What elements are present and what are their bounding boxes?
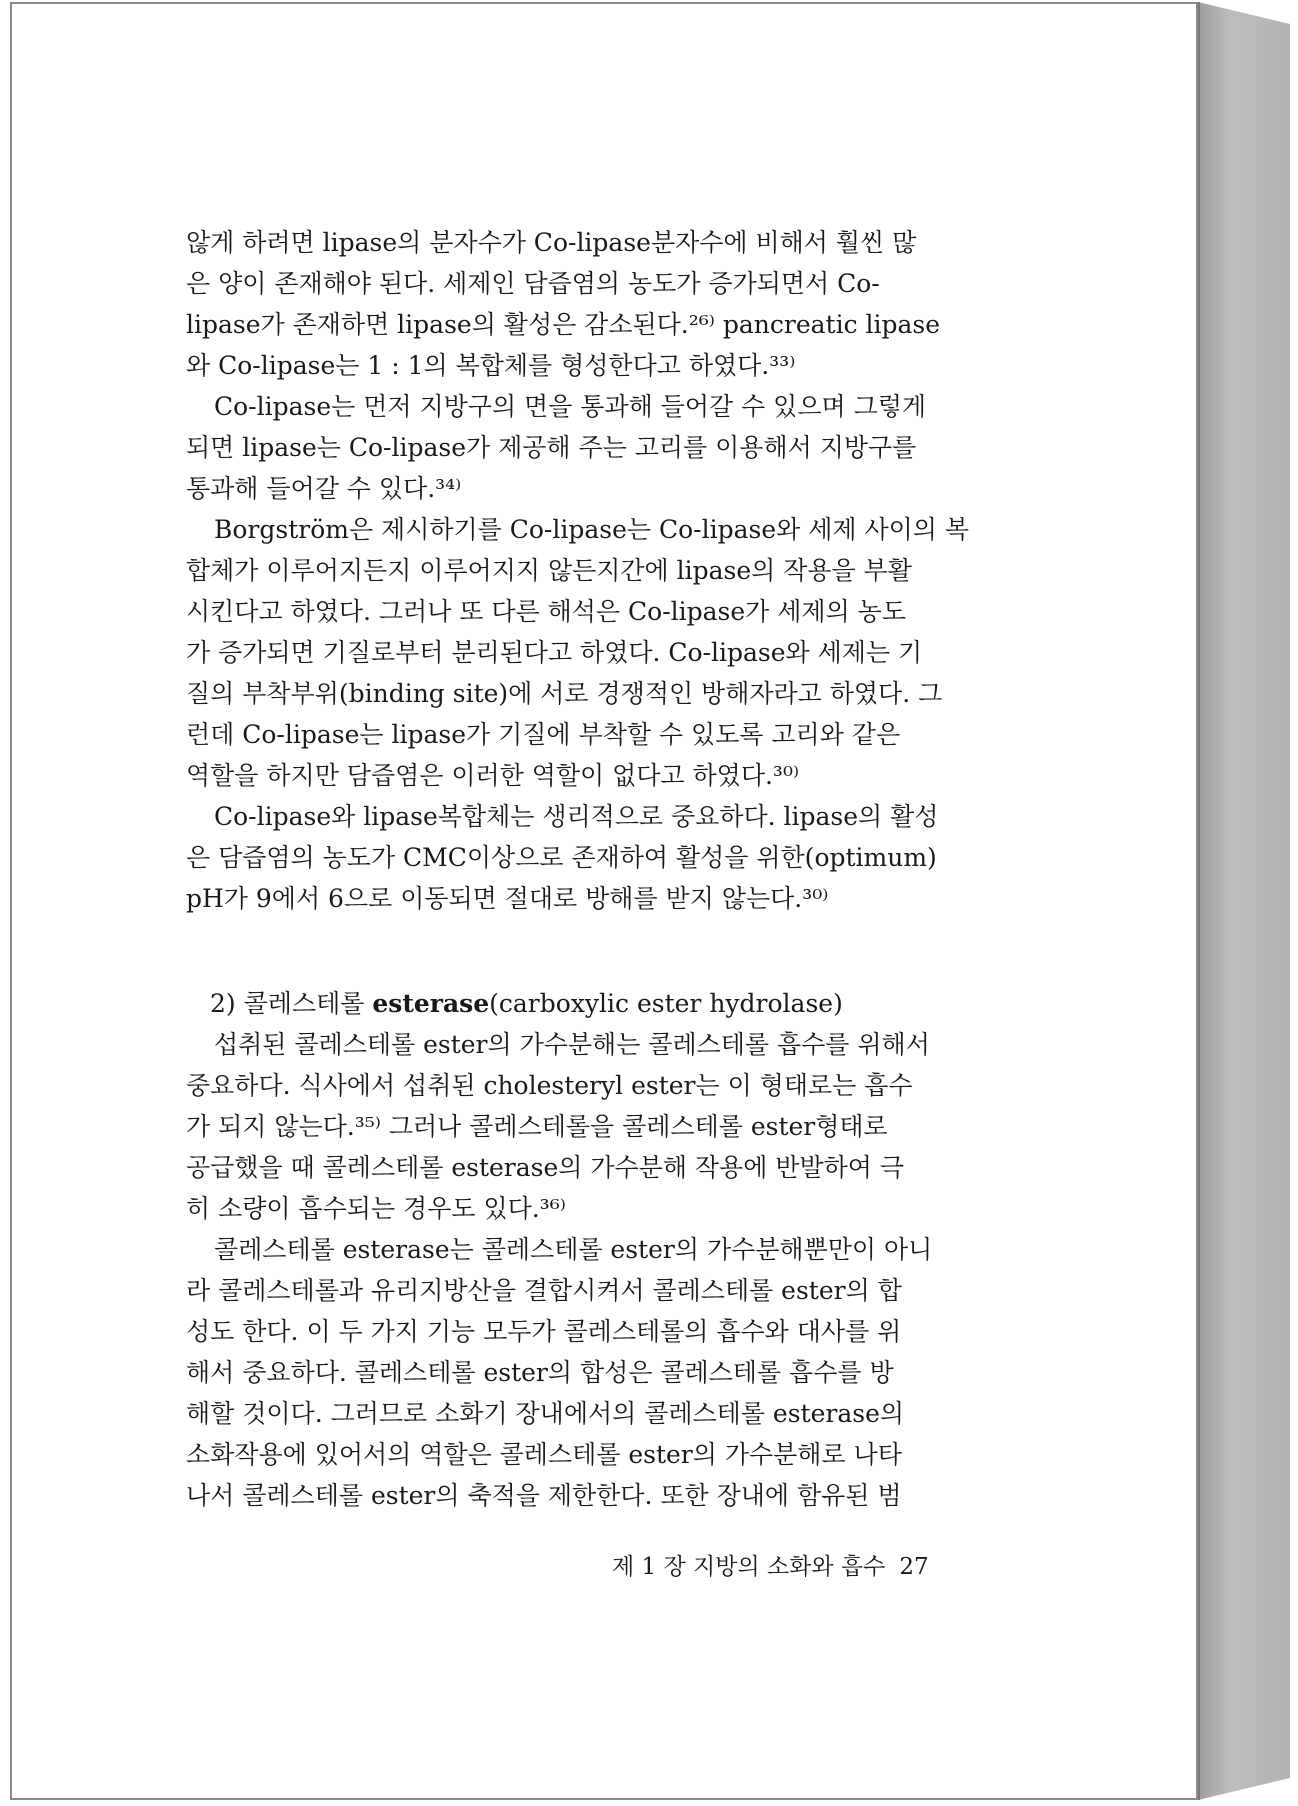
chapter-running-title: 제 1 장 지방의 소화와 흡수 [612,1554,886,1580]
text-line: 않게 하려면 lipase의 분자수가 Co-lipase분자수에 비해서 훨씬 많 [186,228,917,257]
text-line: 은 담즙염의 농도가 CMC이상으로 존재하여 활성을 위한(optimum) [186,843,937,872]
text-line: 히 소량이 흡수되는 경우도 있다.³⁶⁾ [186,1194,566,1223]
text-line: 라 콜레스테롤과 유리지방산을 결합시켜서 콜레스테롤 ester의 합 [186,1276,902,1305]
text-line: 콜레스테롤 esterase는 콜레스테롤 ester의 가수분해뿐만이 아니 [214,1235,933,1264]
paragraph-esterase-function [186,1229,988,1516]
text-line: 합체가 이루어지든지 이루어지지 않든지간에 lipase의 작용을 부활 [186,556,912,585]
text-line: 질의 부착부위(binding site)에 서로 경쟁적인 방해자라고 하였다. 그 [186,679,943,708]
text-line: 와 Co-lipase는 1 : 1의 복합체를 형성한다고 하였다.³³⁾ [186,351,796,380]
text-line: Borgström은 제시하기를 Co-lipase는 Co-lipase와 세제 사이의 복 [214,515,970,544]
page-body [186,222,988,1516]
text-line: lipase가 존재하면 lipase의 활성은 감소된다.²⁶⁾ pancreatic lipase [186,310,941,339]
text-line: 런데 Co-lipase는 lipase가 기질에 부착할 수 있도록 고리와 같은 [186,720,901,749]
section-title-paren: (carboxylic ester hydrolase) [489,989,843,1018]
text-line: 나서 콜레스테롤 ester의 축적을 제한한다. 또한 장내에 함유된 범 [186,1481,902,1510]
text-line: 섭취된 콜레스테롤 ester의 가수분해는 콜레스테롤 흡수를 위해서 [214,1030,930,1059]
text-line: 성도 한다. 이 두 가지 기능 모두가 콜레스테롤의 흡수와 대사를 위 [186,1317,902,1346]
paragraph-colipase-ratio [186,222,988,386]
text-line: pH가 9에서 6으로 이동되면 절대로 방해를 받지 않는다.³⁰⁾ [186,884,829,913]
text-line: Co-lipase는 먼저 지방구의 면을 통과해 들어갈 수 있으며 그렇게 [214,392,927,421]
section-number: 2) [210,989,236,1018]
text-line: 역할을 하지만 담즙염은 이러한 역할이 없다고 하였다.³⁰⁾ [186,761,800,790]
text-line: 중요하다. 식사에서 섭취된 cholesteryl ester는 이 형태로는 흡수 [186,1071,913,1100]
page-number: 27 [899,1554,929,1580]
paragraph-complex-physiology [186,796,988,919]
page-footer [612,1548,972,1581]
page-edge-divider [1198,2,1200,1800]
text-line: 해서 중요하다. 콜레스테롤 ester의 합성은 콜레스테롤 흡수를 방 [186,1358,894,1387]
text-line: Co-lipase와 lipase복합체는 생리적으로 중요하다. lipase의 활성 [214,802,939,831]
text-line: 통과해 들어갈 수 있다.³⁴⁾ [186,474,462,503]
text-line: 되면 lipase는 Co-lipase가 제공해 주는 고리를 이용해서 지방구를 [186,433,917,462]
text-line: 가 되지 않는다.³⁵⁾ 그러나 콜레스테롤을 콜레스테롤 ester형태로 [186,1112,888,1141]
text-line: 가 증가되면 기질로부터 분리된다고 하였다. Co-lipase와 세제는 기 [186,638,923,667]
text-line: 은 양이 존재해야 된다. 세제인 담즙염의 농도가 증가되면서 Co- [186,269,880,298]
text-line: 해할 것이다. 그러므로 소화기 장내에서의 콜레스테롤 esterase의 [186,1399,905,1428]
text-line: 시킨다고 하였다. 그러나 또 다른 해석은 Co-lipase가 세제의 농도 [186,597,906,626]
section-heading [186,983,988,1024]
paragraph-ester-hydrolysis [186,1024,988,1229]
paragraph-colipase-penetration [186,386,988,509]
section-spacer [186,919,988,983]
section-title-bold: esterase [372,989,490,1018]
book-page-edge [1198,2,1290,1800]
text-line: 공급했을 때 콜레스테롤 esterase의 가수분해 작용에 반발하여 극 [186,1153,905,1182]
section-title-ko: 콜레스테롤 [243,989,365,1018]
paragraph-borgstrom [186,509,988,796]
text-line: 소화작용에 있어서의 역할은 콜레스테롤 ester의 가수분해로 나타 [186,1440,902,1469]
